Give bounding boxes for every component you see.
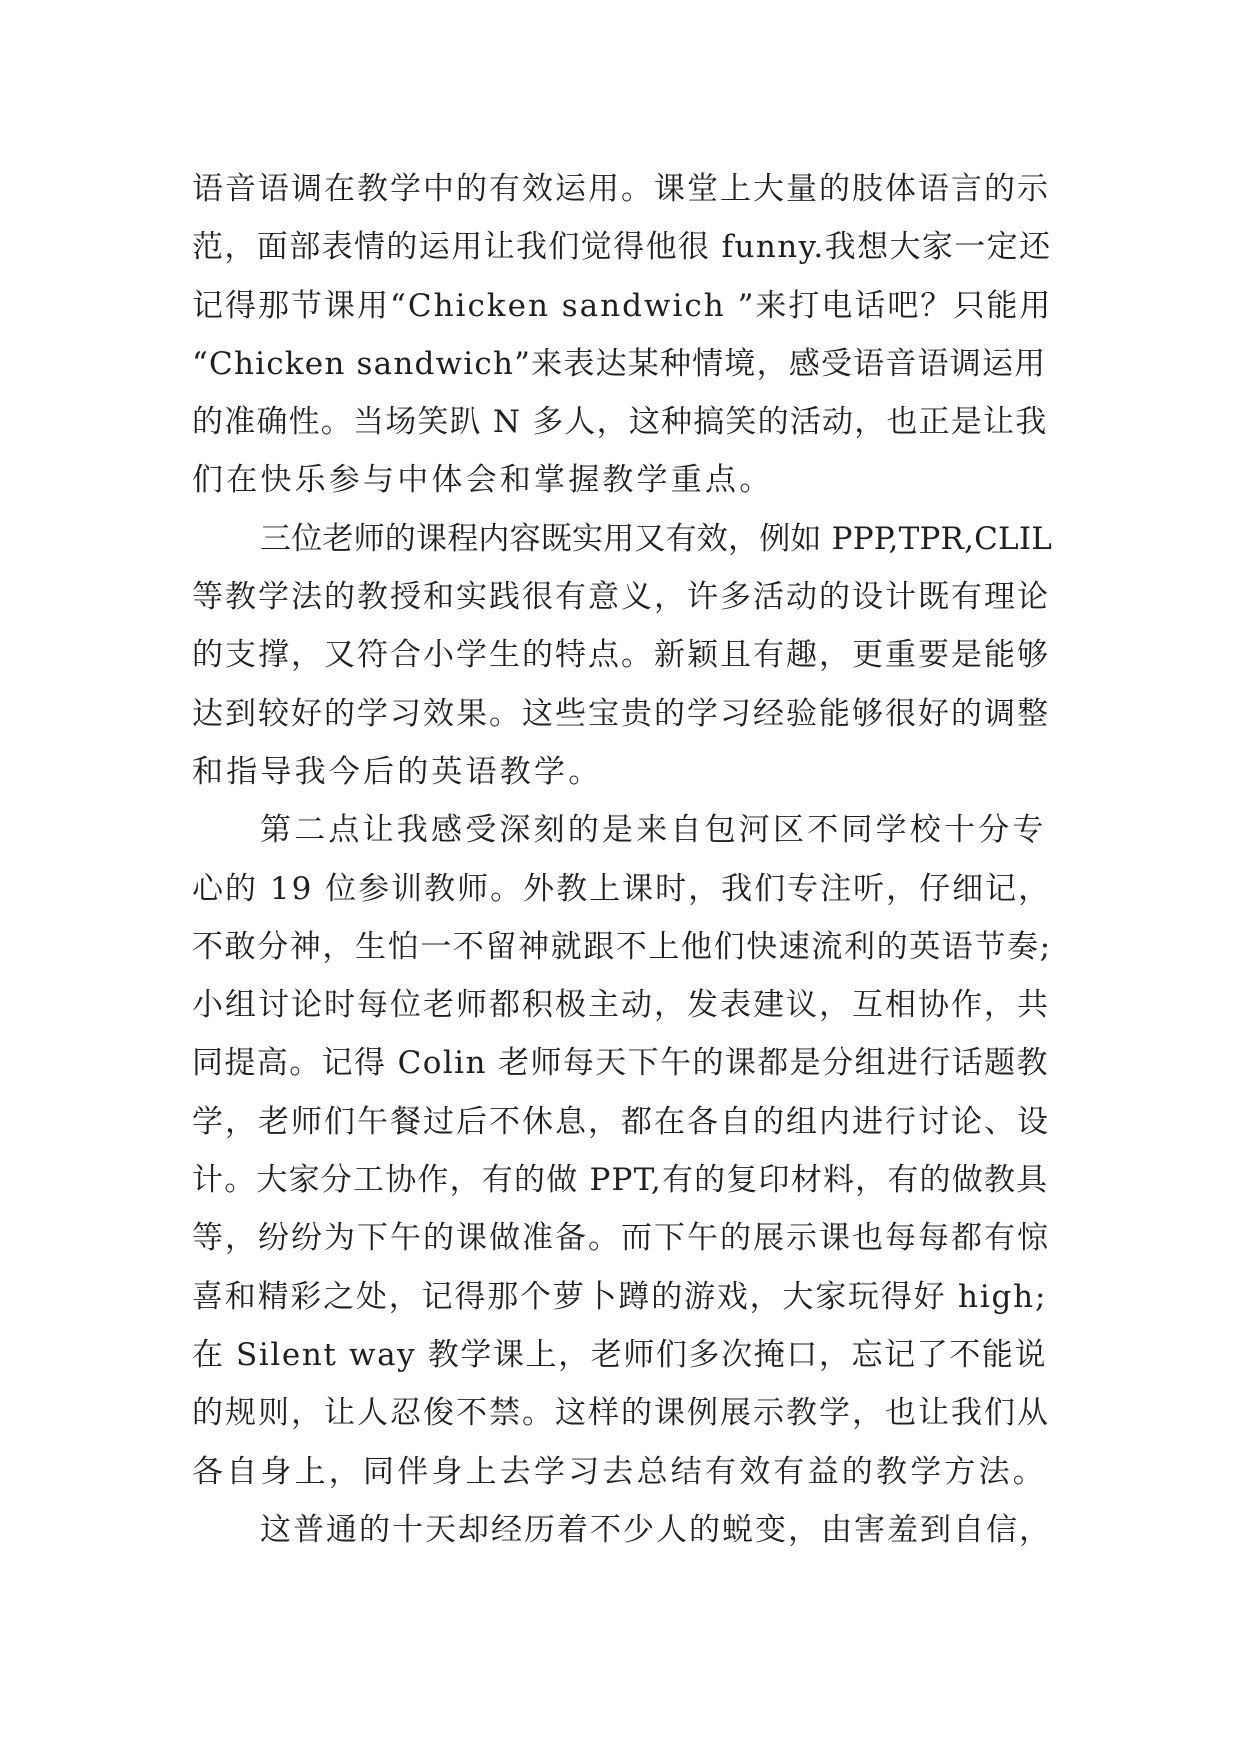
text-line: 的准确性。当场笑趴 N 多人，这种搞笑的活动，也正是让我 <box>192 404 1048 441</box>
text-line: 记得那节课用“Chicken sandwich ”来打电话吧？只能用 <box>192 287 1053 324</box>
text-line: 不敢分神，生怕一不留神就跟不上他们快速流利的英语节奏; <box>192 928 1052 965</box>
text-line: 的支撑，又符合小学生的特点。新颖且有趣，更重要是能够 <box>192 637 1050 674</box>
text-line: 小组讨论时每位老师都积极主动，发表建议，互相协作，共 <box>192 987 1050 1024</box>
text-line: 同提高。记得 Colin 老师每天下午的课都是分组进行话题教 <box>192 1045 1049 1082</box>
text-line: 在 Silent way 教学课上，老师们多次掩口，忘记了不能说 <box>192 1336 1048 1373</box>
text-line: 等教学法的教授和实践很有意义，许多活动的设计既有理论 <box>192 579 1050 616</box>
text-line: 心的 19 位参训教师。外教上课时，我们专注听，仔细记， <box>192 870 1052 907</box>
text-line: 这普通的十天却经历着不少人的蜕变，由害羞到自信， <box>260 1511 1052 1548</box>
text-line: 的规则，让人忍俊不禁。这样的课例展示教学，也让我们从 <box>192 1395 1050 1432</box>
text-line: 们在快乐参与中体会和掌握教学重点。 <box>192 462 774 499</box>
text-line: 达到较好的学习效果。这些宝贵的学习经验能够很好的调整 <box>192 695 1050 732</box>
text-line: 范，面部表情的运用让我们觉得他很 funny.我想大家一定还 <box>192 229 1052 266</box>
text-line: 各自身上，同伴身上去学习去总结有效有益的教学方法。 <box>192 1453 1047 1490</box>
text-line: 等，纷纷为下午的课做准备。而下午的展示课也每每都有惊 <box>192 1220 1050 1257</box>
text-line: 三位老师的课程内容既实用又有效，例如 PPP,TPR,CLIL <box>260 520 1053 557</box>
text-line: 和指导我今后的英语教学。 <box>192 753 603 790</box>
text-line: 第二点让我感受深刻的是来自包河区不同学校十分专 <box>260 812 1047 849</box>
text-line: 计。大家分工协作，有的做 PPT,有的复印材料，有的做教具 <box>192 1162 1049 1199</box>
text-line: 语音语调在教学中的有效运用。课堂上大量的肢体语言的示 <box>192 171 1050 207</box>
document-body <box>192 160 1052 1559</box>
text-line: “Chicken sandwich”来表达某种情境，感受语音语调运用 <box>192 345 1047 382</box>
text-line: 学，老师们午餐过后不休息，都在各自的组内进行讨论、设 <box>192 1103 1050 1140</box>
text-line: 喜和精彩之处，记得那个萝卜蹲的游戏，大家玩得好 high; <box>192 1278 1048 1315</box>
